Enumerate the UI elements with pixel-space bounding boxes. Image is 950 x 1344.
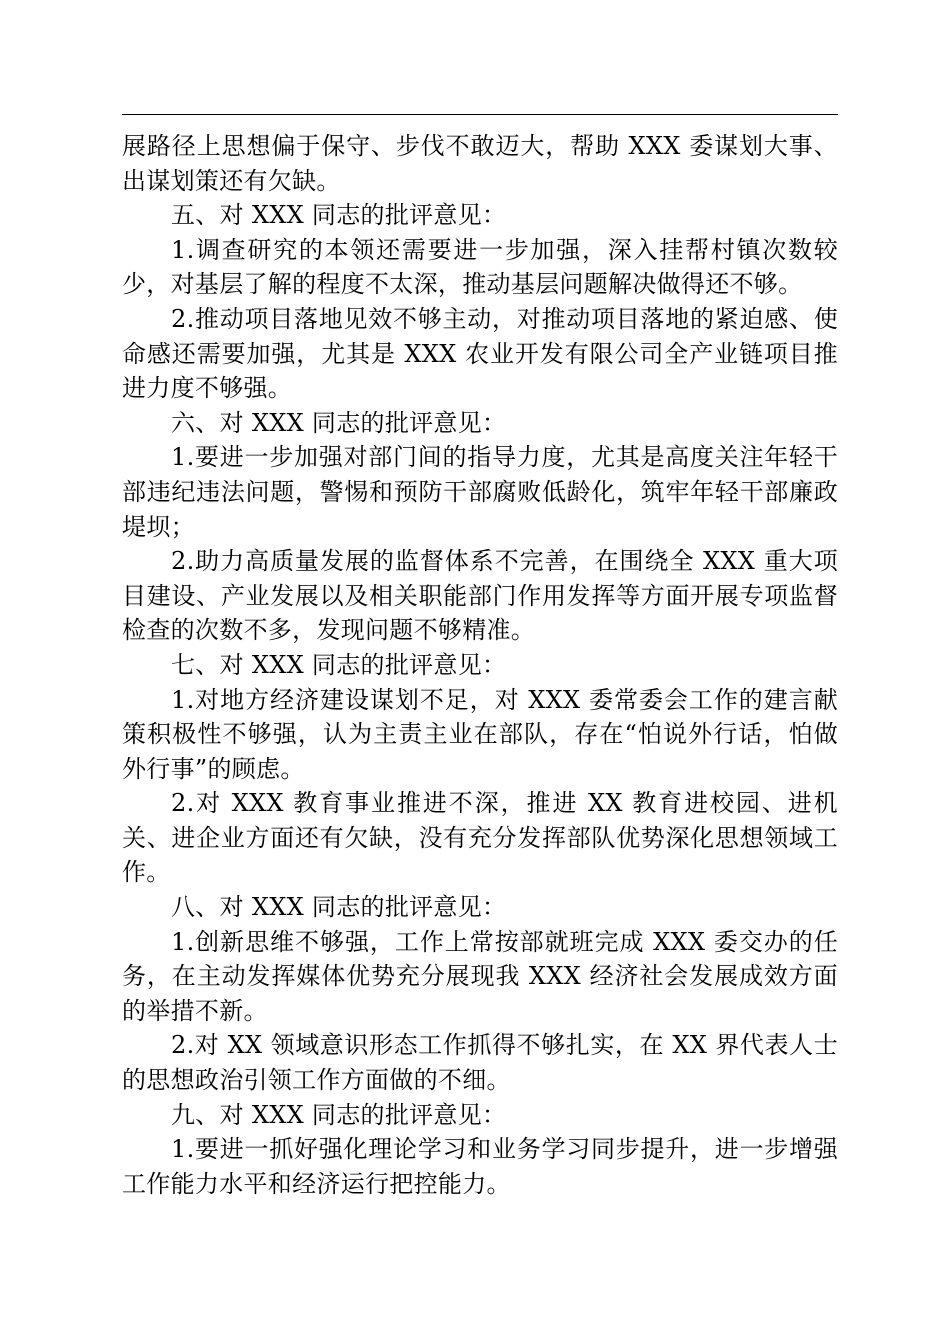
list-item: 1.创新思维不够强，工作上常按部就班完成 XXX 委交办的任务，在主动发挥媒体优势充分展现我 XXX 经济社会发展成效方面的举措不新。 [122,927,838,1025]
list-item: 2.对 XXX 教育事业推进不深，推进 XX 教育进校园、进机关、进企业方面还有欠缺，没有充分发挥部队优势深化思想领域工作。 [122,789,838,887]
section-heading-8: 八、对 XXX 同志的批评意见： [171,893,507,922]
list-item: 1.对地方经济建设谋划不足，对 XXX 委常委会工作的建言献策积极性不够强，认为主责主业在部队，存在“怕说外行话，怕做外行事”的顾虑。 [122,685,838,783]
list-item: 1.要进一抓好强化理论学习和业务学习同步提升，进一步增强工作能力水平和经济运行把控能力。 [122,1135,838,1198]
section-heading-9: 九、对 XXX 同志的批评意见： [171,1100,507,1129]
list-item: 2.推动项目落地见效不够主动，对推动项目落地的紧迫感、使命感还需要加强，尤其是 XXX 农业开发有限公司全产业链项目推进力度不够强。 [122,304,838,403]
list-item: 1.调查研究的本领还需要进一步加强，深入挂帮村镇次数较少，对基层了解的程度不太深，推动基层问题解决做得还不够。 [122,235,838,299]
list-item: 1.要进一步加强对部门间的指导力度，尤其是高度关注年轻干部违纪违法问题，警惕和预防干部腐败低龄化，筑牢年轻干部廉政堤坝； [122,443,838,541]
section-heading-5: 五、对 XXX 同志的批评意见： [171,201,507,230]
section-heading-7: 七、对 XXX 同志的批评意见： [171,650,507,679]
section-heading-6: 六、对 XXX 同志的批评意见： [171,408,507,437]
header-rule [122,114,838,115]
list-item: 2.对 XX 领域意识形态工作抓得不够扎实，在 XX 界代表人士的思想政治引领工作方面做的不细。 [122,1031,838,1095]
list-item: 2.助力高质量发展的监督体系不完善，在围绕全 XXX 重大项目建设、产业发展以及相关职能部门作用发挥等方面开展专项监督检查的次数不多，发现问题不够精准。 [122,547,838,645]
continuation-paragraph: 展路径上思想偏于保守、步伐不敢迈大，帮助 XXX 委谋划大事、出谋划策还有欠缺。 [122,132,838,195]
document-body [122,129,838,1201]
